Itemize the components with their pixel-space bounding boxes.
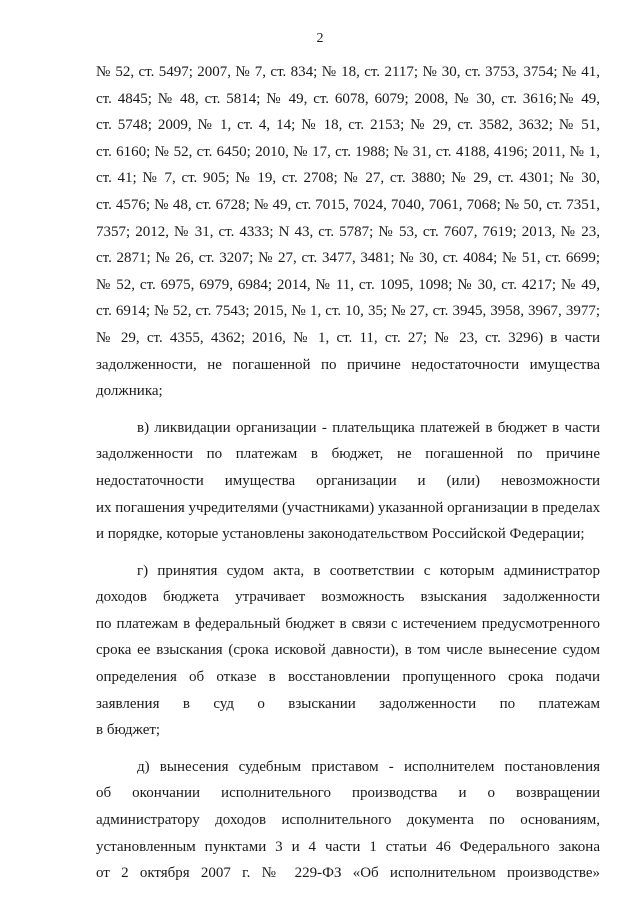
text-line: в бюджет; — [96, 722, 161, 739]
text-line: № 52, ст. 6975, 6979, 6984; 2014, № 11, ст. 1095, 1098; № 30, ст. 4217; № 49, — [96, 276, 600, 293]
text-line: ст. 2871; № 26, ст. 3207; № 27, ст. 3477, 3481; № 30, ст. 4084; № 51, ст. 6699; — [96, 250, 600, 267]
text-line: задолженности, не погашенной по причине недостаточности имущества — [96, 356, 600, 373]
text-line: ст. 5748; 2009, № 1, ст. 4, 14; № 18, ст. 2153; № 29, ст. 3582, 3632; № 51, — [96, 117, 600, 134]
text-line: их погашения учредителями (участниками) указанной организации в пределах — [96, 499, 600, 516]
text-line: должника; — [96, 383, 163, 400]
text-line: доходов бюджета утрачивает возможность взыскания задолженности — [96, 589, 600, 606]
text-line: ст. 4845; № 48, ст. 5814; № 49, ст. 6078, 6079; 2008, № 30, ст. 3616;№ 49, — [96, 90, 600, 107]
text-line: срока ее взыскания (срока исковой давности), в том числе вынесение судом — [96, 642, 600, 659]
text-line: г) принятия судом акта, в соответствии с которым администратор — [137, 562, 600, 579]
text-line: от 2 октября 2007 г. № 229-ФЗ «Об исполнительном производстве» — [96, 865, 600, 882]
text-line: д) вынесения судебным приставом - исполнителем постановления — [137, 758, 600, 775]
text-line: и порядке, которые установлены законодательством Российской Федерации; — [96, 526, 585, 543]
text-line: ст. 6160; № 52, ст. 6450; 2010, № 17, ст. 1988; № 31, ст. 4188, 4196; 2011, № 1, — [96, 143, 600, 160]
paragraph-item-g — [96, 558, 600, 744]
paragraph-item-v — [96, 415, 600, 548]
text-line: ст. 6914; № 52, ст. 7543; 2015, № 1, ст. 10, 35; № 27, ст. 3945, 3958, 3967, 3977; — [96, 303, 600, 320]
text-line: установленным пунктами 3 и 4 части 1 статьи 46 Федерального закона — [96, 838, 600, 855]
text-line: ст. 41; № 7, ст. 905; № 19, ст. 2708; № 27, ст. 3880; № 29, ст. 4301; № 30, — [96, 170, 600, 187]
text-line: об окончании исполнительного производства и о возвращении — [96, 785, 600, 802]
text-line: заявления в суд о взыскании задолженности по платежам — [96, 695, 600, 712]
text-line: администратору доходов исполнительного документа по основаниям, — [96, 812, 600, 829]
text-line: недостаточности имущества организации и (или) невозможности — [96, 472, 600, 489]
text-line: № 52, ст. 5497; 2007, № 7, ст. 834; № 18, ст. 2117; № 30, ст. 3753, 3754; № 41, — [96, 64, 600, 80]
text-line: в) ликвидации организации - плательщика платежей в бюджет в части — [137, 419, 600, 436]
text-line: задолженности по платежам в бюджет, не погашенной по причине — [96, 446, 600, 463]
text-line: определения об отказе в восстановлении пропущенного срока подачи — [96, 669, 600, 686]
document-body — [96, 59, 600, 887]
paragraph-list-continuation — [96, 59, 600, 405]
text-line: ст. 4576; № 48, ст. 6728; № 49, ст. 7015, 7024, 7040, 7061, 7068; № 50, ст. 7351, — [96, 196, 600, 213]
page-number: 2 — [316, 31, 324, 46]
text-line: по платежам в федеральный бюджет в связи с истечением предусмотренного — [96, 615, 600, 632]
text-line: 7357; 2012, № 31, ст. 4333; N 43, ст. 5787; № 53, ст. 7607, 7619; 2013, № 23, — [96, 223, 600, 240]
paragraph-item-d — [96, 754, 600, 887]
text-line: № 29, ст. 4355, 4362; 2016, № 1, ст. 11, ст. 27; № 23, ст. 3296) в части — [96, 329, 600, 346]
